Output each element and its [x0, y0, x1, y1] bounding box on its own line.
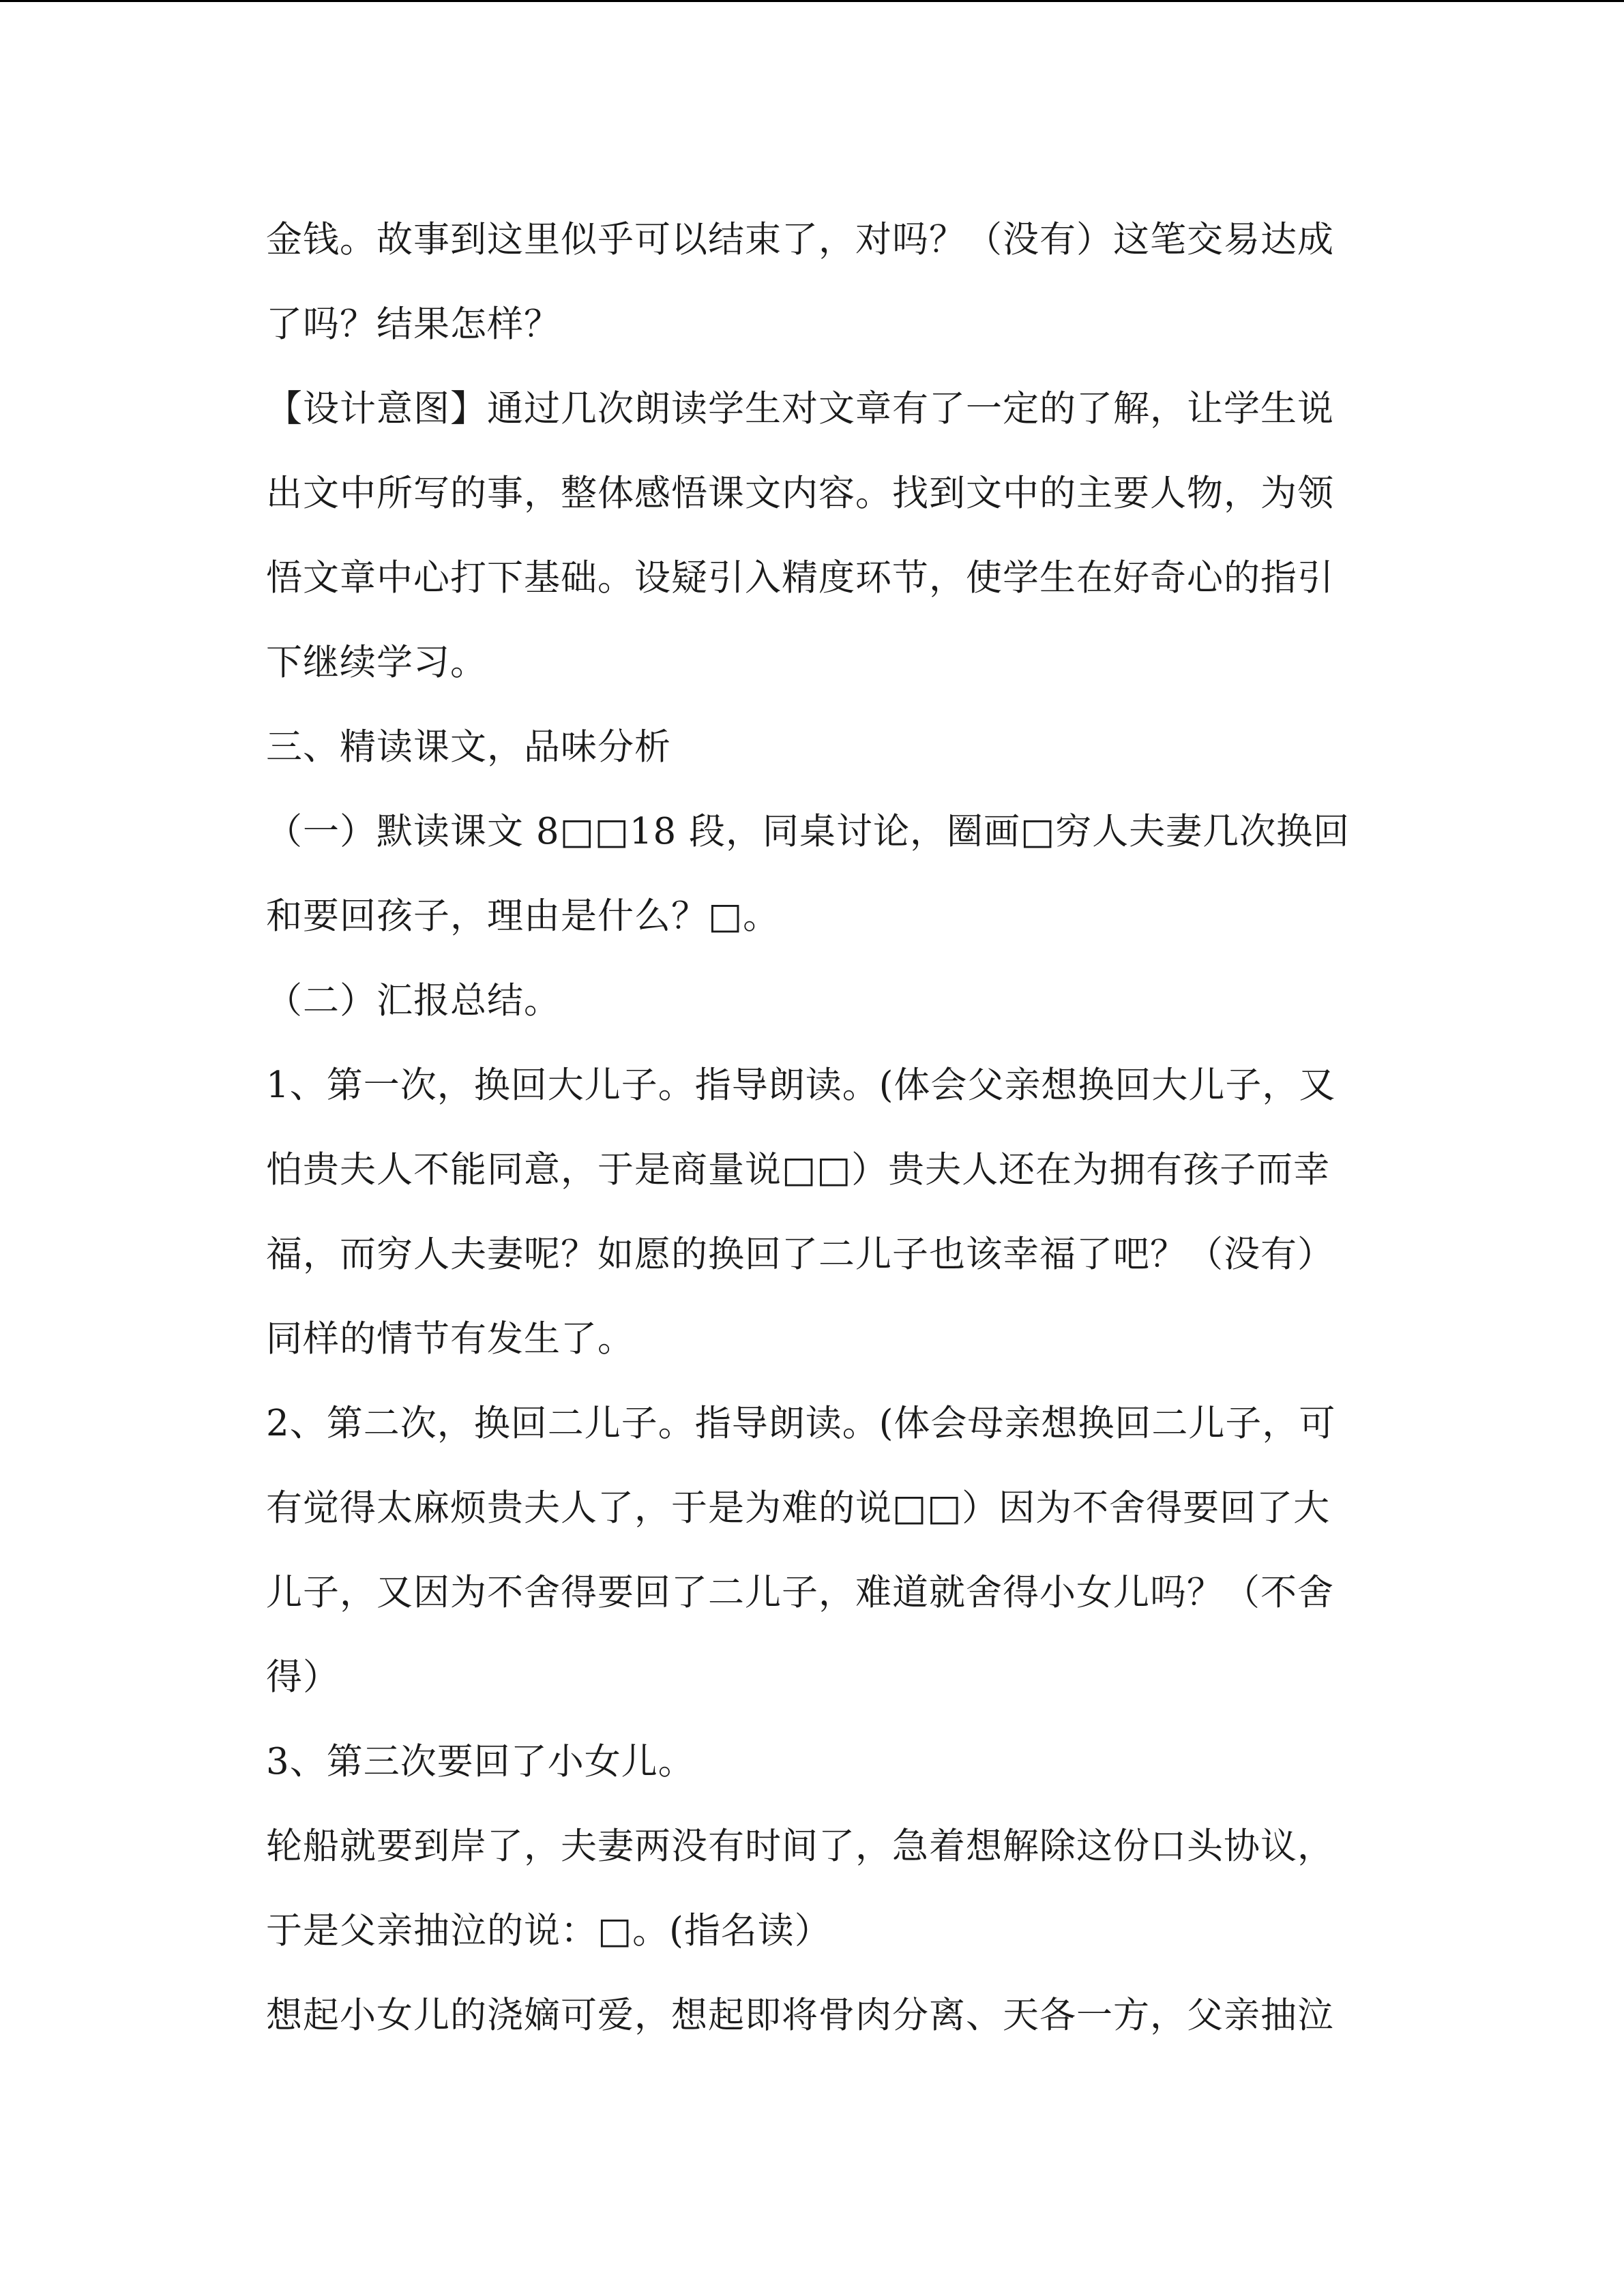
section-heading: 三、精读课文，品味分析 — [266, 726, 671, 768]
text-line: 下继续学习。 — [266, 642, 487, 683]
text-line: 同样的情节有发生了。 — [266, 1318, 634, 1360]
top-border-line — [0, 0, 1624, 2]
text-line: 悟文章中心打下基础。设疑引入精度环节，使学生在好奇心的指引 — [266, 557, 1334, 599]
design-intent-paragraph: 【设计意图】通过几次朗读学生对文章有了一定的了解，让学生说 — [266, 388, 1334, 430]
text-line: 金钱。故事到这里似乎可以结束了，对吗？（没有）这笔交易达成 — [266, 219, 1334, 260]
text-line: 轮船就要到岸了，夫妻两没有时间了，急着想解除这份口头协议， — [266, 1825, 1334, 1867]
text-line: 出文中所写的事，整体感悟课文内容。找到文中的主要人物，为领 — [266, 473, 1334, 514]
text-line: 于是父亲抽泣的说：□。(指名读） — [266, 1910, 831, 1952]
text-line: 1、第一次，换回大儿子。指导朗读。(体会父亲想换回大儿子，又 — [266, 1064, 1336, 1106]
text-line: 想起小女儿的浇嫡可爱，想起即将骨肉分离、天各一方，父亲抽泣 — [266, 1995, 1334, 2036]
text-line: 怕贵夫人不能同意，于是商量说□□）贵夫人还在为拥有孩子而幸 — [266, 1149, 1331, 1191]
text-line: 和要回孩子，理由是什么？□。 — [266, 895, 780, 937]
text-line: 儿子，又因为不舍得要回了二儿子，难道就舍得小女儿吗？（不舍 — [266, 1572, 1334, 1613]
text-line: 了吗？结果怎样？ — [266, 303, 561, 345]
text-line: 2、第二次，换回二儿子。指导朗读。(体会母亲想换回二儿子，可 — [266, 1403, 1336, 1444]
text-line: （一）默读课文 8□□18 段，同桌讨论，圈画□穷人夫妻几次换回 — [266, 811, 1350, 852]
subsection-heading: （二）汇报总结。 — [266, 980, 561, 1022]
text-line: 福，而穷人夫妻呢？如愿的换回了二儿子也该幸福了吧？（没有） — [266, 1234, 1334, 1275]
text-line: 有觉得太麻烦贵夫人了，于是为难的说□□）因为不舍得要回了大 — [266, 1487, 1331, 1529]
text-line: 3、第三次要回了小女儿。 — [266, 1741, 695, 1783]
document-body — [266, 198, 1385, 2058]
text-line: 得） — [266, 1656, 340, 1698]
